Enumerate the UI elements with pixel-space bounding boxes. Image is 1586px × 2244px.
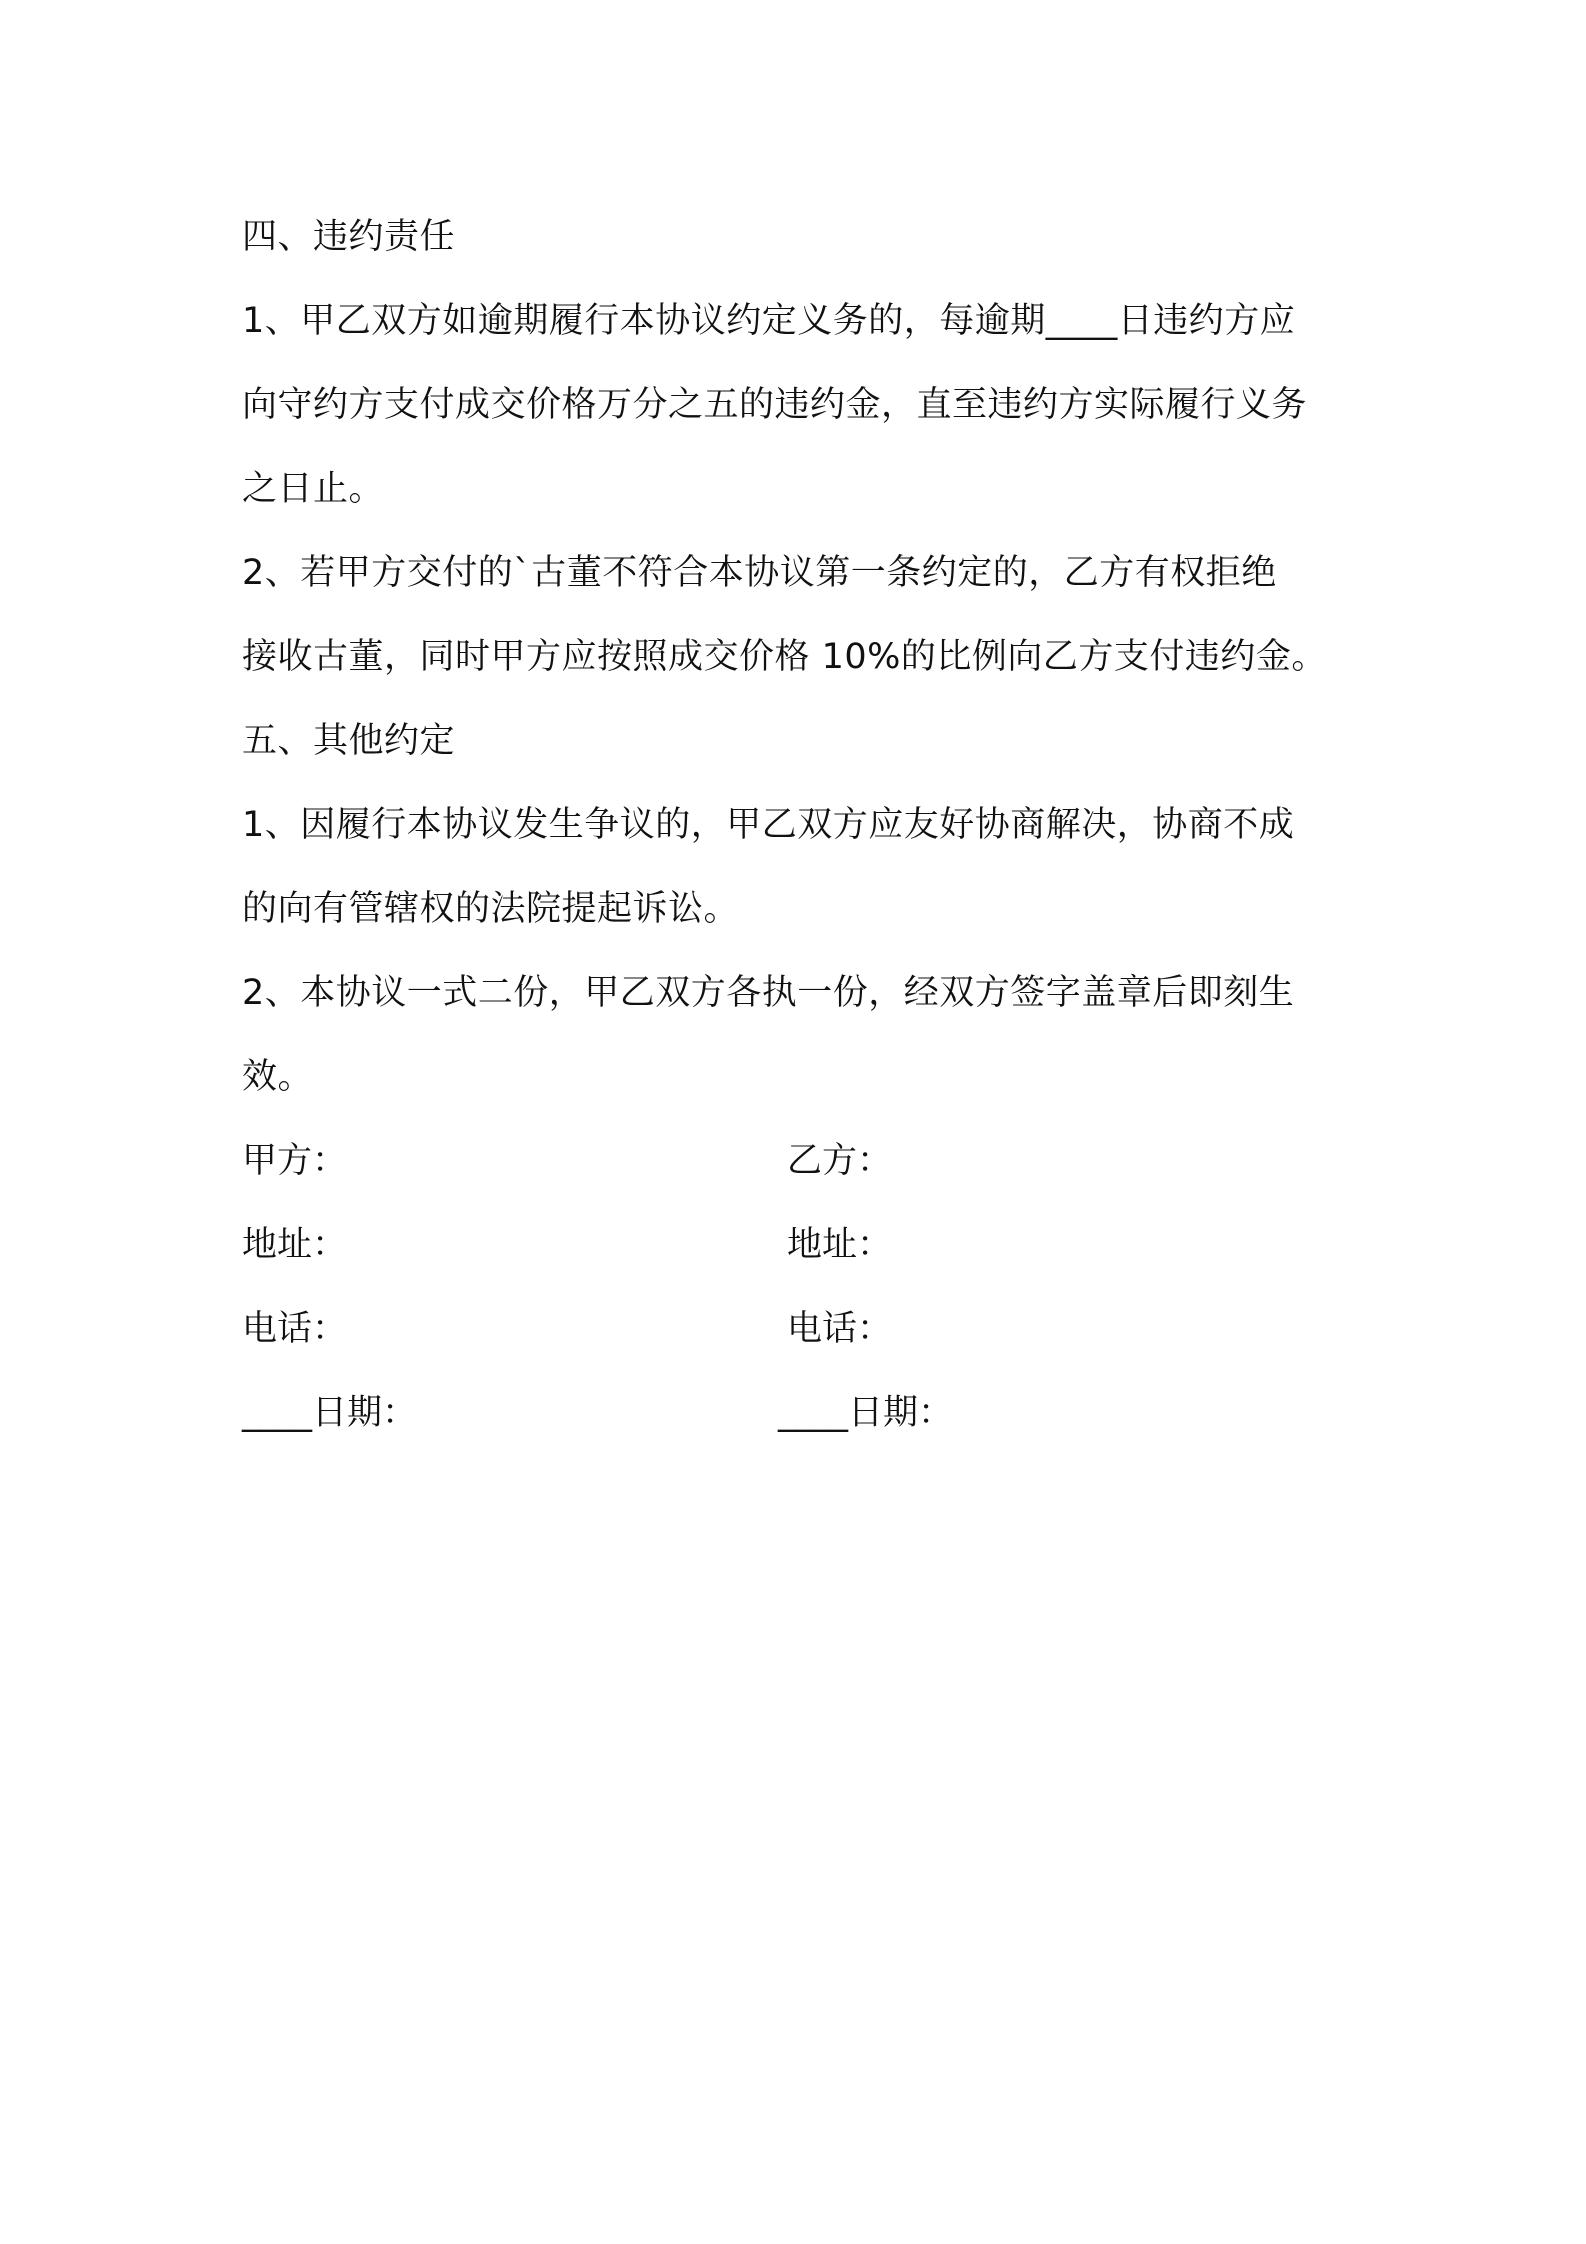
party-a-phone-label: 电话：: [242, 1309, 348, 1349]
signature-party-row: [242, 1119, 1357, 1203]
document-body: [242, 195, 1357, 1455]
party-b-date-label: ____日期：: [778, 1393, 954, 1433]
section-5-clause-2-line-1: 2、本协议一式二份，甲乙双方各执一份，经双方签字盖章后即刻生: [242, 973, 1295, 1013]
section-5-clause-1-line-2: 的向有管辖权的法院提起诉讼。: [242, 889, 740, 929]
party-b-address-label: 地址：: [787, 1225, 893, 1265]
party-b-label: 乙方：: [787, 1141, 893, 1181]
signature-address-row: [242, 1203, 1357, 1287]
signature-date-row: [242, 1371, 1357, 1455]
party-a-label: 甲方：: [242, 1141, 348, 1181]
section-5-clause-1-line-1: 1、因履行本协议发生争议的，甲乙双方应友好协商解决，协商不成: [242, 805, 1295, 845]
section-4-clause-2-line-2: 接收古董，同时甲方应按照成交价格 10%的比例向乙方支付违约金。: [242, 637, 1327, 677]
party-a-address-label: 地址：: [242, 1225, 348, 1265]
section-5-heading: 五、其他约定: [242, 721, 456, 761]
section-4-clause-2-line-1: 2、若甲方交付的`古董不符合本协议第一条约定的，乙方有权拒绝: [242, 553, 1277, 593]
signature-phone-row: [242, 1287, 1357, 1371]
section-4-clause-1-line-3: 之日止。: [242, 469, 385, 509]
party-a-date-label: ____日期：: [242, 1393, 418, 1433]
section-4-clause-1-line-2: 向守约方支付成交价格万分之五的违约金，直至违约方实际履行义务: [242, 385, 1308, 425]
section-4-heading: 四、违约责任: [242, 217, 456, 257]
section-5-clause-2-line-2: 效。: [242, 1057, 314, 1097]
section-4-clause-1-line-1: 1、甲乙双方如逾期履行本协议约定义务的，每逾期____日违约方应: [242, 301, 1296, 341]
party-b-phone-label: 电话：: [787, 1309, 893, 1349]
